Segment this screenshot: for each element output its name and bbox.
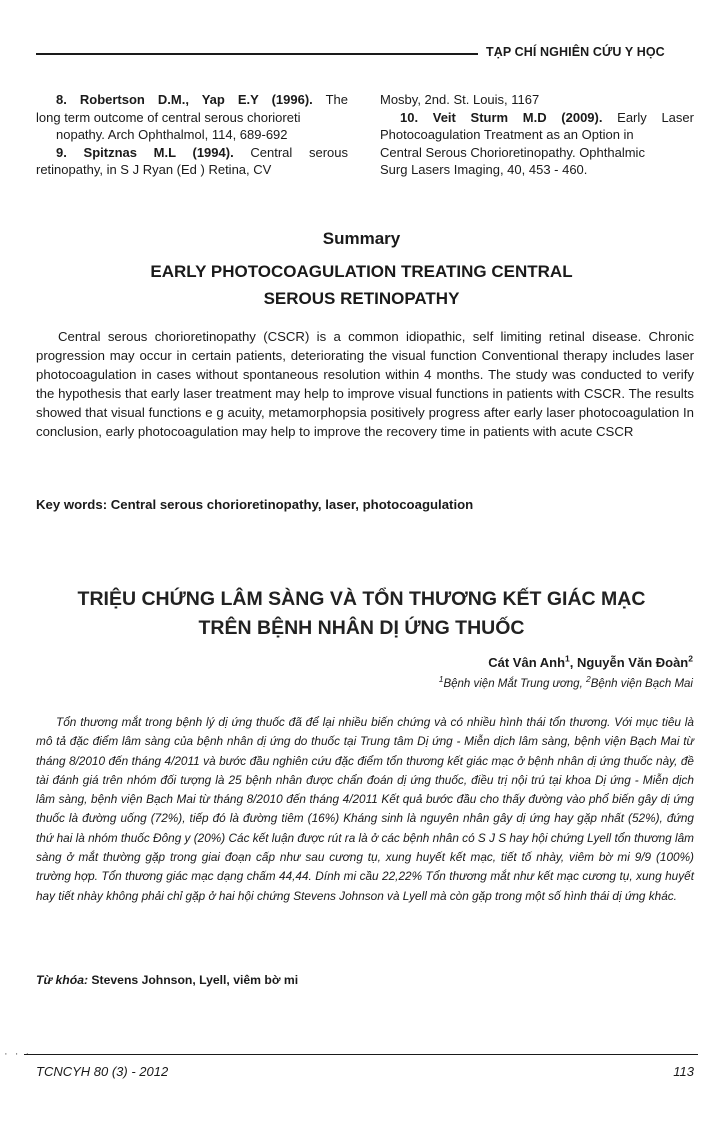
keywords-text: Stevens Johnson, Lyell, viêm bờ mi <box>88 973 299 987</box>
summary-heading: Summary <box>322 229 401 248</box>
summary-keywords: Key words: Central serous chorioretinopathy, laser, photocoagulation <box>36 497 474 512</box>
author-name: Cát Vân Anh <box>488 655 566 670</box>
journal-title: TẠP CHÍ NGHIÊN CỨU Y HỌC <box>486 45 665 59</box>
affiliation-mark: 2 <box>585 674 591 685</box>
footer-dots: · · · <box>4 1048 32 1060</box>
article-title <box>40 585 683 643</box>
reference-line: long term outcome of central serous chorioreti <box>36 109 301 125</box>
summary-title-line: EARLY PHOTOCOAGULATION TREATING CENTRAL <box>150 262 573 281</box>
article-affiliations <box>438 674 693 690</box>
summary-body <box>36 327 694 441</box>
reference-9-authors: 9. Spitznas M.L (1994). <box>56 144 234 160</box>
reference-line: Surg Lasers Imaging, 40, 453 - 460. <box>380 162 588 178</box>
reference-text: The <box>312 92 348 107</box>
header-rule <box>36 53 478 55</box>
reference-8-line <box>36 91 348 109</box>
author-separator: , <box>569 655 578 670</box>
affiliation: Bệnh viện Bạch Mai <box>590 678 693 690</box>
reference-text: Central serous <box>233 144 349 160</box>
reference-9-line <box>36 144 348 162</box>
affiliation-mark: 1 <box>438 674 444 685</box>
reference-8-authors: 8. Robertson D.M., Yap E.Y (1996). <box>56 92 313 107</box>
reference-line: retinopathy, in S J Ryan (Ed ) Retina, CV <box>36 162 272 178</box>
keywords-label: Từ khóa: <box>36 973 89 987</box>
reference-line: nopathy. Arch Ophthalmol, 114, 689-692 <box>56 127 288 143</box>
reference-line: Mosby, 2nd. St. Louis, 1167 <box>380 92 540 107</box>
footer-rule <box>24 1054 698 1055</box>
article-title-line: TRIỆU CHỨNG LÂM SÀNG VÀ TỔN THƯƠNG KẾT GIÁC MẠC <box>77 588 646 610</box>
reference-10-authors: 10. Veit Sturm M.D (2009). <box>400 109 603 125</box>
author-affiliation-mark: 1 <box>565 653 570 664</box>
article-abstract <box>36 713 694 906</box>
author-name: Nguyễn Văn Đoàn <box>577 655 689 670</box>
reference-text: Early Laser <box>602 109 694 125</box>
references-right-column <box>380 91 694 179</box>
author-affiliation-mark: 2 <box>688 653 693 664</box>
abstract-paragraph: Tổn thương mắt trong bệnh lý dị ứng thuốc đã để lại nhiều biến chứng và có nhiều hình thái tổn thương. Với mục tiêu là mô tả đặc điểm lâm sàng của bệnh nhân dị ứng do thuốc tại Trung tâm Dị ứng - Miễn dịch lâm sàng, bệnh viện Bạch Mai từ tháng 8/2010 đến tháng 4/2011 và bước đầu nghiên cứu đặc điểm tổn thương kết giác mạc ở bệnh nhân dị ứng thuốc này, đề tài đánh giá trên nhóm đối tượng là 25 bệnh nhân được chẩn đoán dị ứng thuốc, điều trị nội trú tại khoa Dị ứng - Miễn dịch lâm sàng, bệnh viện Bạch Mai từ tháng 8/2010 đến tháng 4/2011 Kết quả bước đầu cho thấy đường vào phổ biến gây dị ứng thuốc là đường uống (72%), tiếp đó là đường tiêm (16%) Kháng sinh là nguyên nhân gây dị ứng hay gặp nhất (52%), đứng thứ hai là nhóm thuốc Đông y (20%) Các kết luận được rút ra là ở các bệnh nhân có S J S hay hội chứng Lyell tổn thương lâm sàng ở mắt thường gặp trong giai đoạn cấp như sau cương tụ, xung huyết kết mạc, tiết tố nhày, viêm bờ mi 9/9 (100%) trường hợp. Tổn thương giác mạc dạng chấm 44,44. Dính mi cầu 22,22% Tổn thương mắt như kết mạc cương tụ, xung huyết hay tiết nhày không phải chỉ gặp ở hai hội chứng Stevens Johnson và Lyell mà còn gặp trong một số hình thái dị ứng khác. <box>36 715 694 903</box>
references-left-column <box>36 91 348 179</box>
affiliation: Bệnh viện Mắt Trung ương, <box>443 678 586 690</box>
summary-title-line: SEROUS RETINOPATHY <box>263 289 460 308</box>
footer-page-number: 113 <box>673 1064 694 1079</box>
article-authors <box>488 655 693 670</box>
reference-10-line <box>380 109 694 127</box>
footer-journal-issue: TCNCYH 80 (3) - 2012 <box>36 1064 169 1079</box>
article-title-line: TRÊN BỆNH NHÂN DỊ ỨNG THUỐC <box>198 617 525 639</box>
summary-paragraph: Central serous chorioretinopathy (CSCR) is a common idiopathic, self limiting retinal disease. Chronic progression may occur in certain patients, deteriorating the visual function Conventional therapy includes laser photocoagulation in cases without spontaneous resolution within 4 months. The study was conducted to verify the hypothesis that early laser treatment may help to improve visual functions in patients with CSCR. The results showed that visual functions e g acuity, metamorphopsia positively progress after early laser photocoagulation In conclusion, early photocoagulation may help to improve the recovery time in patients with acute CSCR <box>36 329 694 439</box>
article-keywords <box>36 973 298 987</box>
summary-title <box>60 258 663 312</box>
reference-line: Photocoagulation Treatment as an Option in <box>380 127 634 143</box>
reference-line: Central Serous Chorioretinopathy. Ophthalmic <box>380 144 645 160</box>
